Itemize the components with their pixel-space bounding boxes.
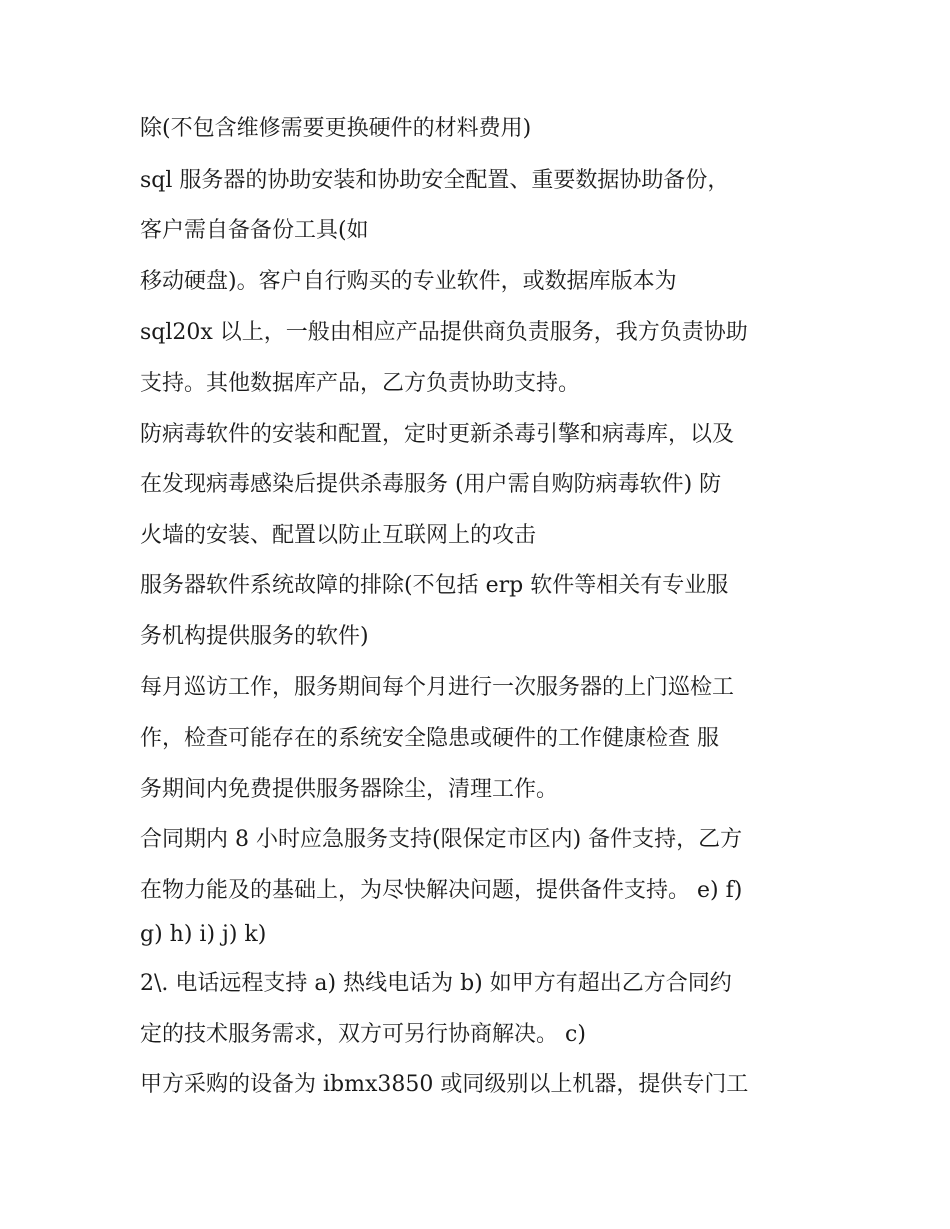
text-line: 2\. 电话远程支持 a) 热线电话为 b) 如甲方有超出乙方合同约 [140, 971, 732, 996]
text-line: g) h) i) j) k) [140, 922, 267, 947]
text-line: 甲方采购的设备为 ibmx3850 或同级别以上机器，提供专门工 [140, 1072, 749, 1097]
text-line: 支持。其他数据库产品，乙方负责协助支持。 [140, 371, 581, 396]
text-line: 火墙的安装、配置以防止互联网上的攻击 [140, 523, 537, 548]
text-line: 务机构提供服务的软件) [140, 624, 369, 649]
text-line: 在发现病毒感染后提供杀毒服务 (用户需自购防病毒软件) 防 [140, 472, 722, 497]
text-line: 务期间内免费提供服务器除尘，清理工作。 [140, 777, 559, 802]
text-line: 每月巡访工作，服务期间每个月进行一次服务器的上门巡检工 [140, 675, 735, 700]
text-line: sql 服务器的协助安装和协助安全配置、重要数据协助备份， [140, 168, 730, 193]
text-line: 定的技术服务需求，双方可另行协商解决。 c) [140, 1022, 586, 1047]
text-line: 移动硬盘)。客户自行购买的专业软件，或数据库版本为 [140, 269, 677, 294]
text-line: 除(不包含维修需要更换硬件的材料费用) [140, 116, 532, 141]
text-line: 合同期内 8 小时应急服务支持(限保定市区内) 备件支持，乙方 [140, 827, 743, 852]
text-line: 服务器软件系统故障的排除(不包括 erp 软件等相关有专业服 [140, 573, 729, 598]
text-line: 客户需自备备份工具(如 [140, 218, 369, 243]
text-line: 在物力能及的基础上，为尽快解决问题，提供备件支持。 e) f) [140, 878, 743, 903]
text-line: sql20x 以上，一般由相应产品提供商负责服务，我方负责协助 [140, 320, 748, 345]
text-line: 作，检查可能存在的系统安全隐患或硬件的工作健康检查 服 [140, 726, 719, 751]
text-line: 防病毒软件的安装和配置，定时更新杀毒引擎和病毒库，以及 [140, 422, 735, 447]
